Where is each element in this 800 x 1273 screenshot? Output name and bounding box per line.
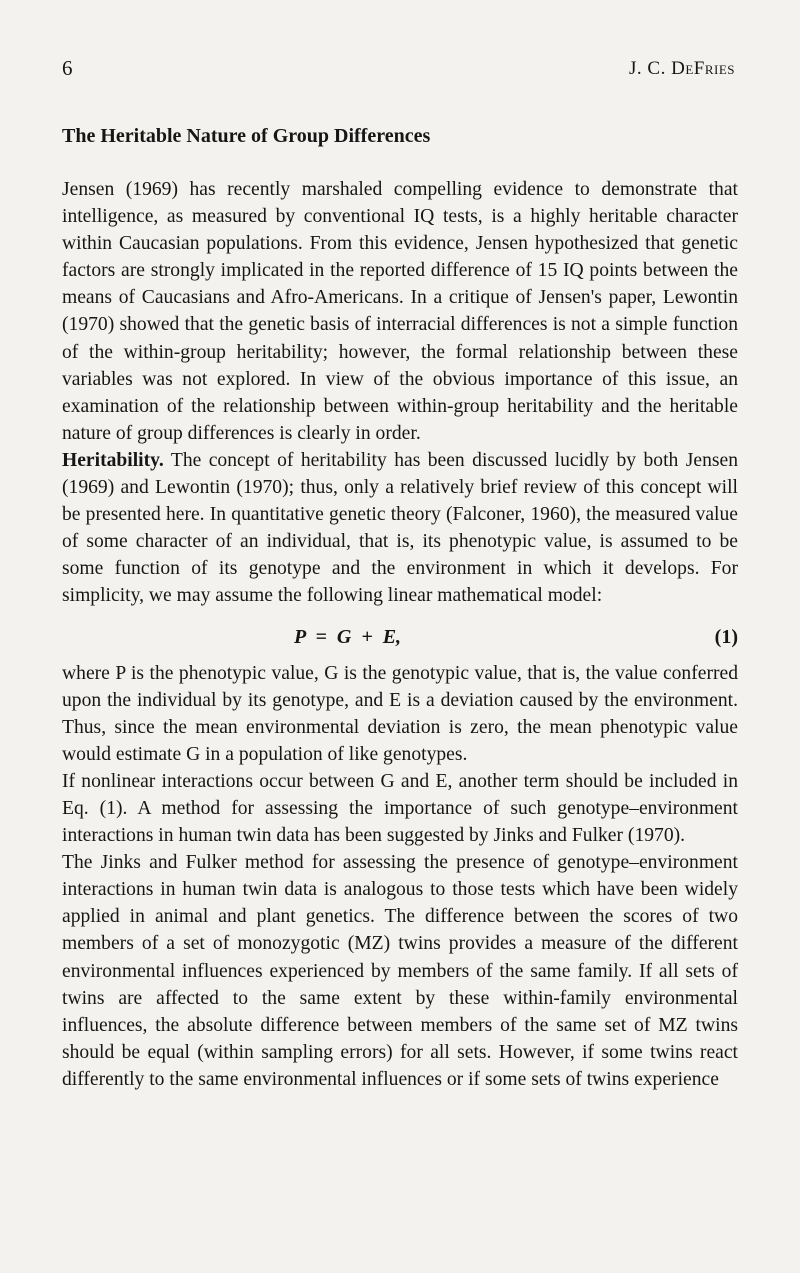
equation: [62, 618, 738, 658]
running-head: J. C. DeFries: [629, 58, 735, 79]
section-title: The Heritable Nature of Group Differences: [62, 125, 431, 147]
page-header: [62, 50, 735, 84]
equation-number: (1): [714, 625, 738, 648]
equation-formula: P = G + E,: [294, 625, 402, 648]
paragraph-heritability: [62, 447, 738, 610]
paragraph-interactions: If nonlinear interactions occur between G and E, another term should be included in Eq. (1). A method for assessing the importance of such genotype–environment interactions in human twin data has been suggested by Jinks and Fulker (1970).: [62, 770, 738, 847]
paragraph-intro: Jensen (1969) has recently marshaled compelling evidence to demonstrate that intelligence, as measured by conventional IQ tests, is a highly heritable character within Caucasian populations. From this evidence, Jensen hypothesized that genetic factors are strongly implicated in the reported difference of 15 IQ points between the means of Caucasians and Afro-Americans. In a critique of Jensen's paper, Lewontin (1970) showed that the genetic basis of interracial differences is not a simple function of the within-group heritability; however, the formal relationship between these variables was not explored. In view of the obvious importance of this issue, an examination of the relationship between within-group heritability and the heritable nature of group differences is clearly in order.: [62, 179, 738, 444]
run-in-heading: Heritability.: [62, 449, 164, 471]
page-number: 6: [62, 56, 73, 80]
paragraph-jinks-fulker: The Jinks and Fulker method for assessing the presence of genotype–environment interactions in human twin data is analogous to those tests which have been widely applied in animal and plant genetics. The difference between the scores of two members of a set of monozygotic (MZ) twins provides a measure of the different environmental influences experienced by members of the same family. If all sets of twins are affected to the same extent by these within-family environmental influences, the absolute difference between members of the same set of MZ twins should be equal (within sampling errors) for all sets. However, if some twins react differently to the same environmental influences or if some sets of twins experience: [62, 852, 738, 1090]
body-text: [62, 176, 738, 1093]
paragraph-model-definition: where P is the phenotypic value, G is the genotypic value, that is, the value conferred upon the individual by its genotype, and E is a deviation caused by the environment. Thus, since the mean environmental deviation is zero, the mean phenotypic value would estimate G in a population of like genotypes.: [62, 662, 738, 765]
paragraph-heritability-text: The concept of heritability has been discussed lucidly by both Jensen (1969) and Lewontin (1970); thus, only a relatively brief review of this concept will be presented here. In quantitative genetic theory (Falconer, 1960), the measured value of some character of an individual, that is, its phenotypic value, is assumed to be some function of its genotype and the environment in which it develops. For simplicity, we may assume the following linear mathematical model:: [62, 449, 739, 607]
